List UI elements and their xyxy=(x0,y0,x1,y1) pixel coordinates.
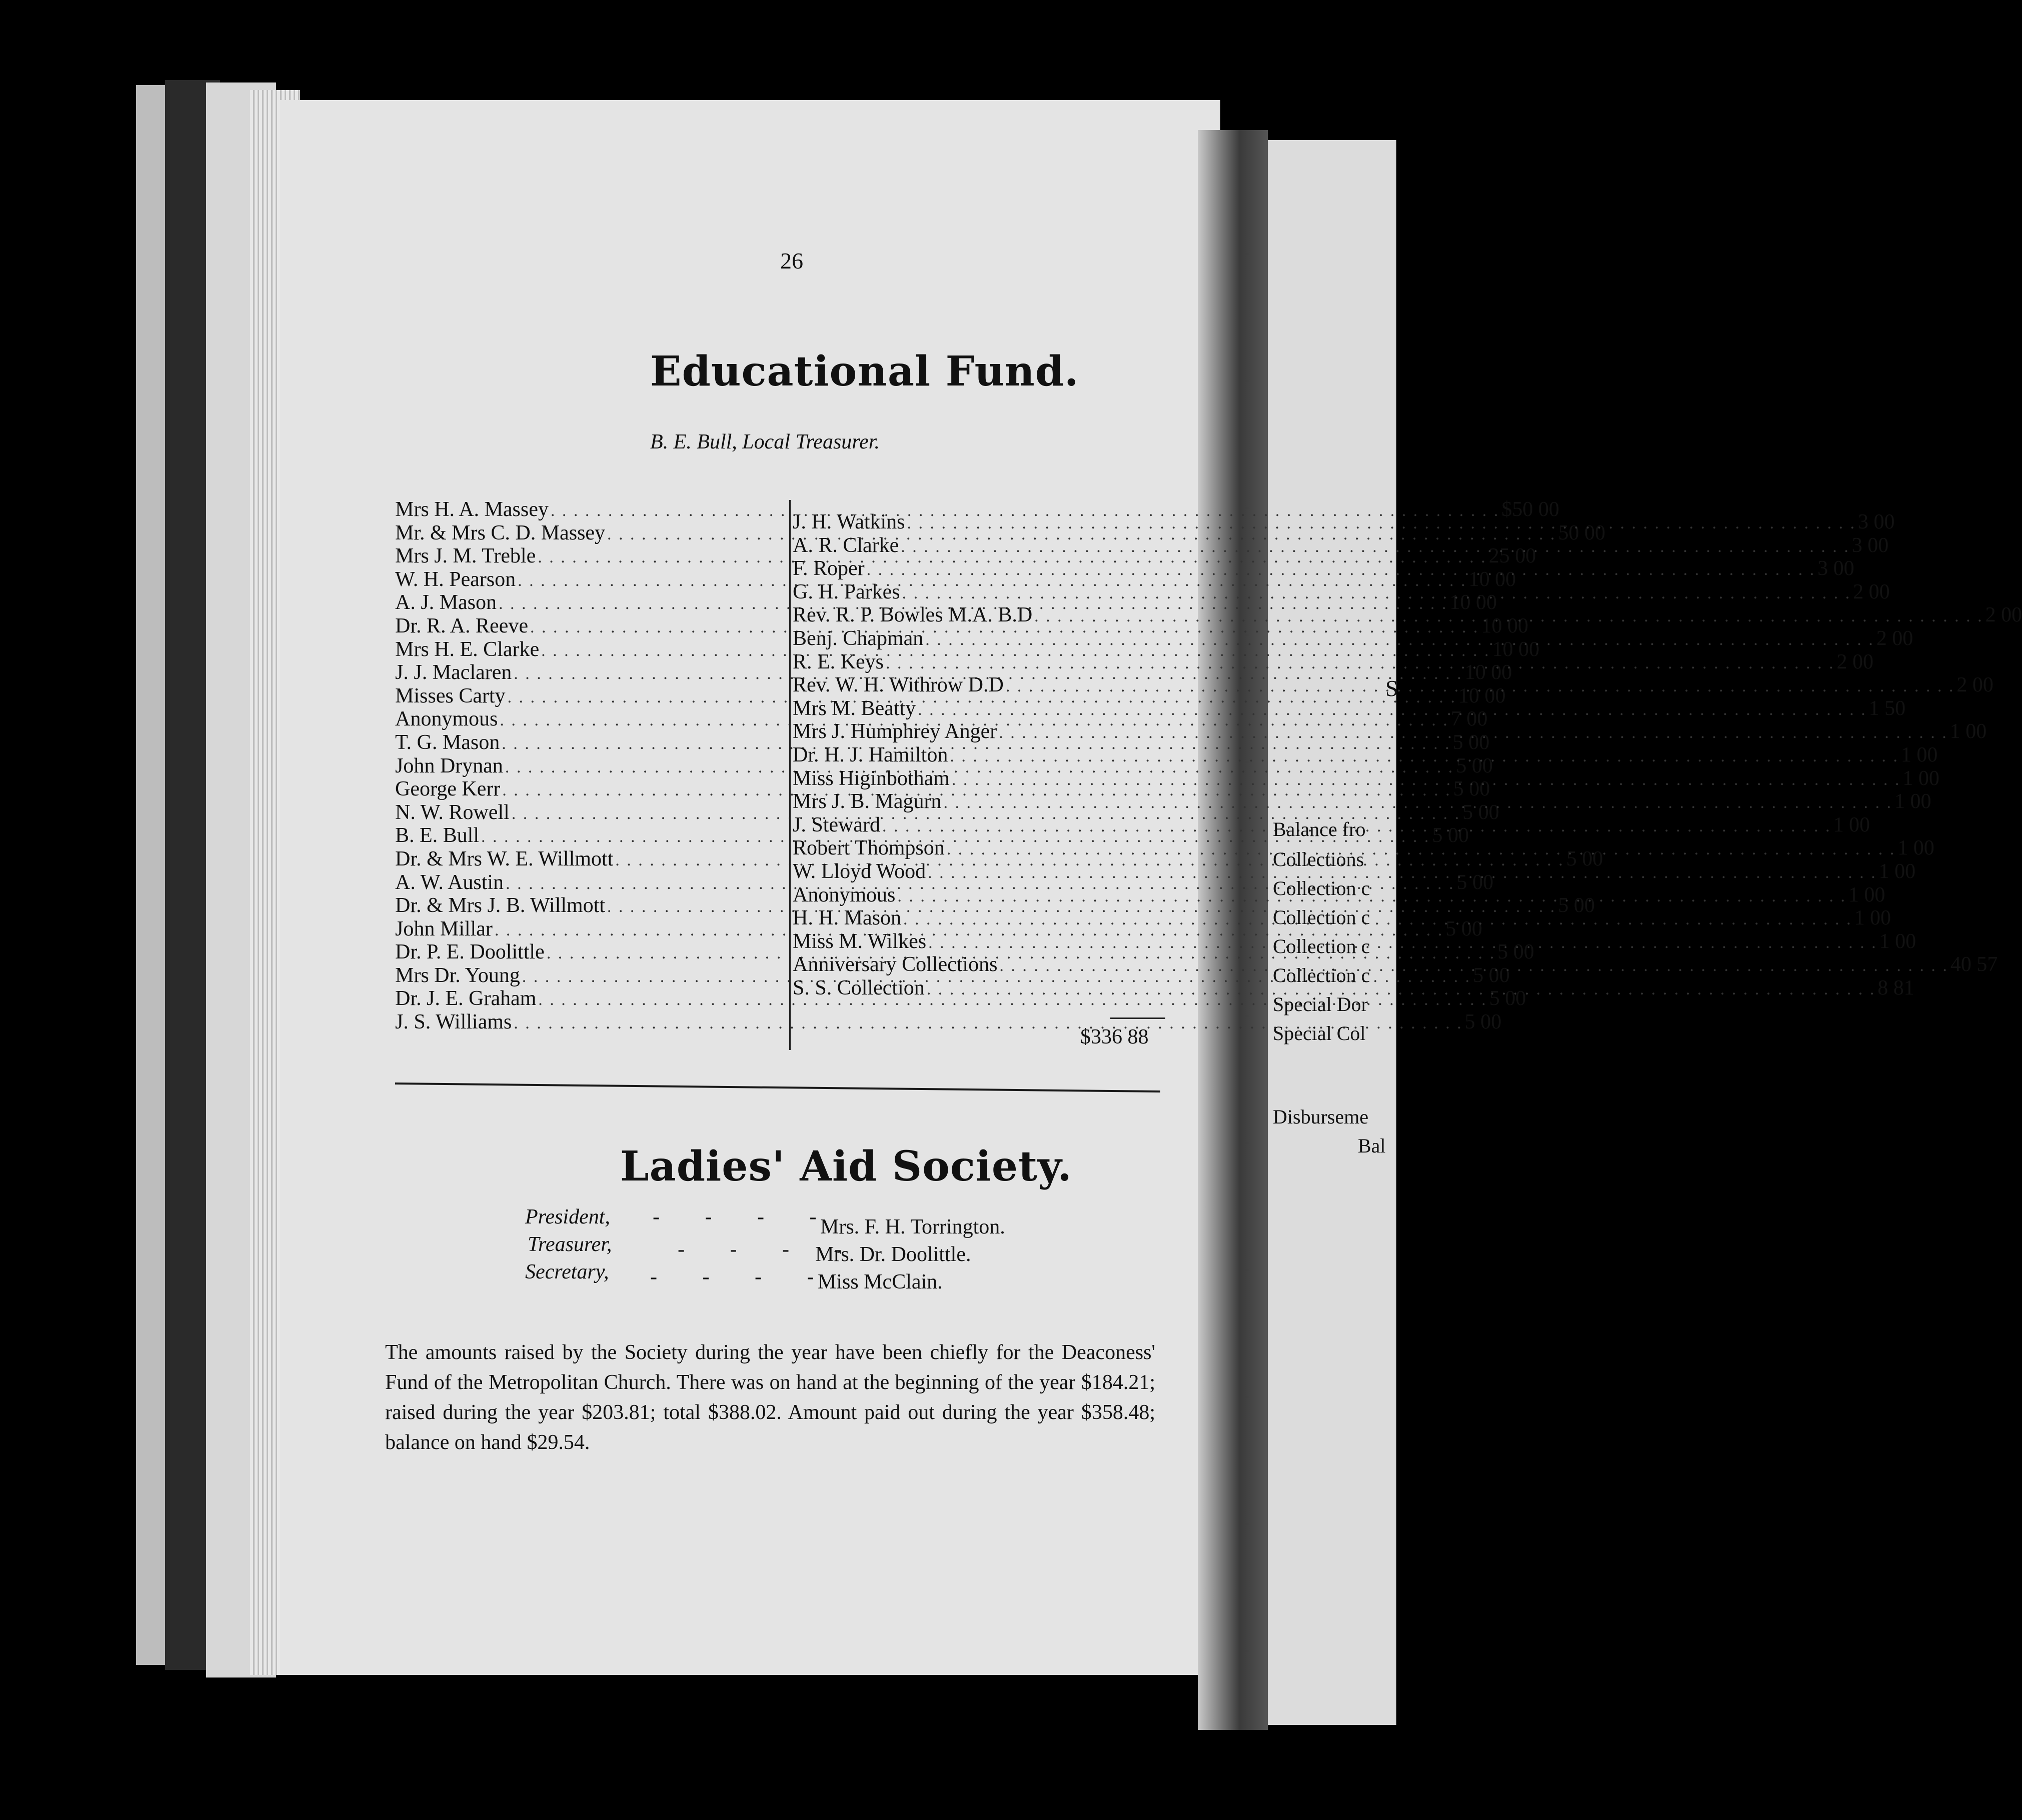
officer-role-president: President, xyxy=(525,1206,610,1228)
donation-amount: 1 00 xyxy=(1879,930,1916,953)
donor-name: Miss Higinbotham xyxy=(793,766,950,790)
donation-amount: 3 00 xyxy=(1851,534,1889,557)
donation-amount: 5 00 xyxy=(1462,800,1499,824)
donor-name: Mrs Dr. Young xyxy=(395,964,520,987)
leader-dots xyxy=(950,770,1903,790)
donor-name: Misses Carty xyxy=(395,684,506,708)
donation-amount: 1 00 xyxy=(1900,743,1938,766)
page-number: 26 xyxy=(780,248,803,274)
donor-name: Dr. R. A. Reeve xyxy=(395,614,528,638)
donor-name: S. S. Collection xyxy=(793,976,925,1000)
facing-line: Special Dor xyxy=(1273,993,1368,1016)
donation-amount: 5 00 xyxy=(1432,824,1469,848)
leader-dots xyxy=(1004,677,1957,696)
leader-dots xyxy=(942,794,1895,812)
leader-dots xyxy=(884,654,1837,673)
donation-amount: 1 00 xyxy=(1949,720,1987,744)
donation-amount: 25 00 xyxy=(1488,544,1536,568)
donor-name: Benj. Chapman xyxy=(793,626,924,650)
donation-amount: 1 00 xyxy=(1833,813,1870,836)
donation-amount: 1 00 xyxy=(1848,883,1885,906)
donor-name: J. Steward xyxy=(793,813,880,836)
donation-amount: 10 00 xyxy=(1492,638,1540,661)
donation-amount: 5 00 xyxy=(1456,870,1494,894)
leader-dots xyxy=(923,630,1876,650)
donation-amount: $50 00 xyxy=(1501,498,1559,521)
donation-amount: 1 00 xyxy=(1902,766,1939,790)
leader-dots xyxy=(948,747,1901,766)
leader-dots xyxy=(895,887,1848,906)
donor-name: H. H. Mason xyxy=(793,906,901,930)
column-divider xyxy=(789,500,791,1050)
donation-amount: 1 50 xyxy=(1868,696,1906,720)
donor-name: Mrs J. M. Treble xyxy=(395,544,536,568)
donor-name: Mrs J. Humphrey Anger xyxy=(793,720,997,744)
donation-amount: 10 00 xyxy=(1464,661,1512,684)
donation-amount: 5 00 xyxy=(1453,778,1490,801)
donation-amount: 5 00 xyxy=(1558,894,1595,918)
donation-amount: 50 00 xyxy=(1558,521,1606,544)
leader-dots xyxy=(916,700,1869,720)
donation-amount: 5 00 xyxy=(1452,730,1490,754)
leader-dots xyxy=(900,584,1853,603)
donor-name: J. J. Maclaren xyxy=(395,661,512,684)
donation-amount: 1 00 xyxy=(1878,860,1916,883)
leader-dots xyxy=(997,956,1950,976)
donation-amount: 2 00 xyxy=(1876,626,1913,650)
facing-line: Balance fro xyxy=(1273,818,1366,840)
donation-amount: 5 00 xyxy=(1566,847,1603,870)
facing-line: Collection c xyxy=(1273,964,1370,986)
donor-name: Dr. H. J. Hamilton xyxy=(793,743,948,766)
leader-dots xyxy=(925,980,1878,999)
ladies-aid-report-paragraph: The amounts raised by the Society during the year have been chiefly for the Deaconess' Fund of the Metropolitan Church. There was on hand at the beginning of the year $184.21; raised during the year $203.81; total $388.02. Amount paid out during the year $358.48; balance on hand $29.54. xyxy=(385,1341,1155,1454)
donation-amount: 10 00 xyxy=(1468,568,1516,591)
facing-line: Special Col xyxy=(1273,1022,1366,1044)
fund-total: $336 88 xyxy=(1080,1026,1149,1048)
donation-amount: 1 00 xyxy=(1854,906,1891,930)
donor-name: Miss M. Wilkes xyxy=(793,930,927,953)
donor-name: G. H. Parkes xyxy=(793,580,900,604)
donation-amount: 5 00 xyxy=(1473,964,1510,987)
officer-name-president: Mrs. F. H. Torrington. xyxy=(820,1216,1005,1238)
donor-name: A. W. Austin xyxy=(395,870,504,894)
donation-amount: 5 00 xyxy=(1489,987,1526,1010)
donor-name: George Kerr xyxy=(395,778,501,801)
donor-name: Anonymous xyxy=(395,708,498,731)
officer-dashes: - - - - xyxy=(678,1238,862,1261)
donation-amount: 8 81 xyxy=(1877,976,1914,1000)
donor-name: N. W. Rowell xyxy=(395,800,510,824)
donation-amount: 5 00 xyxy=(1456,754,1493,778)
donation-amount: 3 00 xyxy=(1858,510,1895,534)
donor-name: T. G. Mason xyxy=(395,730,500,754)
donor-name: Robert Thompson xyxy=(793,836,945,860)
donor-name: W. Lloyd Wood xyxy=(793,860,926,883)
donation-amount: 3 00 xyxy=(1817,557,1854,580)
donor-name: Dr. & Mrs W. E. Willmott xyxy=(395,847,614,870)
leader-dots xyxy=(905,514,1858,533)
donation-amount: 2 00 xyxy=(1853,580,1890,604)
leader-dots xyxy=(926,864,1879,882)
donation-amount: 1 00 xyxy=(1897,836,1934,860)
donation-amount: 5 00 xyxy=(1464,1010,1502,1034)
officer-name-treasurer: Mrs. Dr. Doolittle. xyxy=(815,1243,971,1266)
donor-name: A. J. Mason xyxy=(395,591,497,614)
leader-dots xyxy=(865,560,1818,580)
facing-balance: Bal xyxy=(1358,1134,1386,1157)
donor-name: Dr. & Mrs J. B. Willmott xyxy=(395,894,605,918)
donor-name: J. S. Williams xyxy=(395,1010,512,1034)
donor-name: A. R. Clarke xyxy=(793,534,899,557)
ladies-aid-title: Ladies' Aid Society. xyxy=(620,1142,1072,1190)
donor-name: J. H. Watkins xyxy=(793,510,905,534)
donation-amount: 1 00 xyxy=(1894,790,1931,814)
donation-amount: 10 00 xyxy=(1458,684,1506,708)
educational-fund-title: Educational Fund. xyxy=(650,348,1079,396)
facing-line: Collection c xyxy=(1273,906,1370,928)
donor-name: Dr. P. E. Doolittle xyxy=(395,940,545,964)
donor-name: W. H. Pearson xyxy=(395,568,516,591)
donation-amount: 2 00 xyxy=(1836,650,1873,674)
donation-amount: 7 00 xyxy=(1450,708,1488,731)
donation-amount: 10 00 xyxy=(1449,591,1497,614)
donor-name: Rev. R. P. Bowles M.A. B.D xyxy=(793,604,1033,627)
donor-name: Mrs H. E. Clarke xyxy=(395,638,540,661)
donor-name: B. E. Bull xyxy=(395,824,480,848)
facing-line: Collections xyxy=(1273,848,1364,870)
donation-amount: 40 57 xyxy=(1950,953,1998,976)
total-rule xyxy=(1110,1018,1165,1019)
donor-name: Anniversary Collections xyxy=(793,953,998,976)
leader-dots xyxy=(997,724,1950,742)
officer-dashes: - - - - xyxy=(653,1206,837,1228)
donor-row xyxy=(395,498,1559,521)
donation-amount: 5 00 xyxy=(1445,917,1482,940)
donor-name: John Drynan xyxy=(395,754,503,778)
officer-role-secretary: Secretary, xyxy=(525,1260,609,1284)
donor-name: John Millar xyxy=(395,917,493,940)
donation-amount: 2 00 xyxy=(1985,604,2022,627)
donation-amount: 5 00 xyxy=(1497,940,1534,964)
facing-line: Collection c xyxy=(1273,935,1370,958)
donor-name: R. E. Keys xyxy=(793,650,884,674)
donor-name: Rev. W. H. Withrow D.D xyxy=(793,674,1004,697)
donation-amount: 10 00 xyxy=(1481,614,1528,638)
leader-dots xyxy=(945,840,1898,859)
leader-dots xyxy=(926,934,1879,952)
officer-name-secretary: Miss McClain. xyxy=(818,1270,943,1294)
donor-name: Mrs J. B. Magurn xyxy=(793,790,942,814)
donation-amount: 2 00 xyxy=(1956,674,1993,697)
leader-dots xyxy=(1032,607,1985,626)
facing-line: Collection c xyxy=(1273,877,1370,900)
donor-name: F. Roper xyxy=(793,557,865,580)
local-treasurer-line: B. E. Bull, Local Treasurer. xyxy=(650,430,880,454)
leader-dots xyxy=(899,538,1852,556)
donor-name: Mrs M. Beatty xyxy=(793,696,916,720)
donor-name: Dr. J. E. Graham xyxy=(395,987,537,1010)
officer-dashes: - - - - xyxy=(650,1266,834,1288)
donor-name: Anonymous xyxy=(793,883,896,906)
leader-dots xyxy=(901,910,1854,929)
donor-name: Mrs H. A. Massey xyxy=(395,498,549,521)
donor-name: Mr. & Mrs C. D. Massey xyxy=(395,521,606,544)
facing-disbursements: Disburseme xyxy=(1273,1106,1369,1128)
facing-page-heading-fragment: S xyxy=(1385,676,1398,701)
officer-role-treasurer: Treasurer, xyxy=(528,1233,612,1256)
